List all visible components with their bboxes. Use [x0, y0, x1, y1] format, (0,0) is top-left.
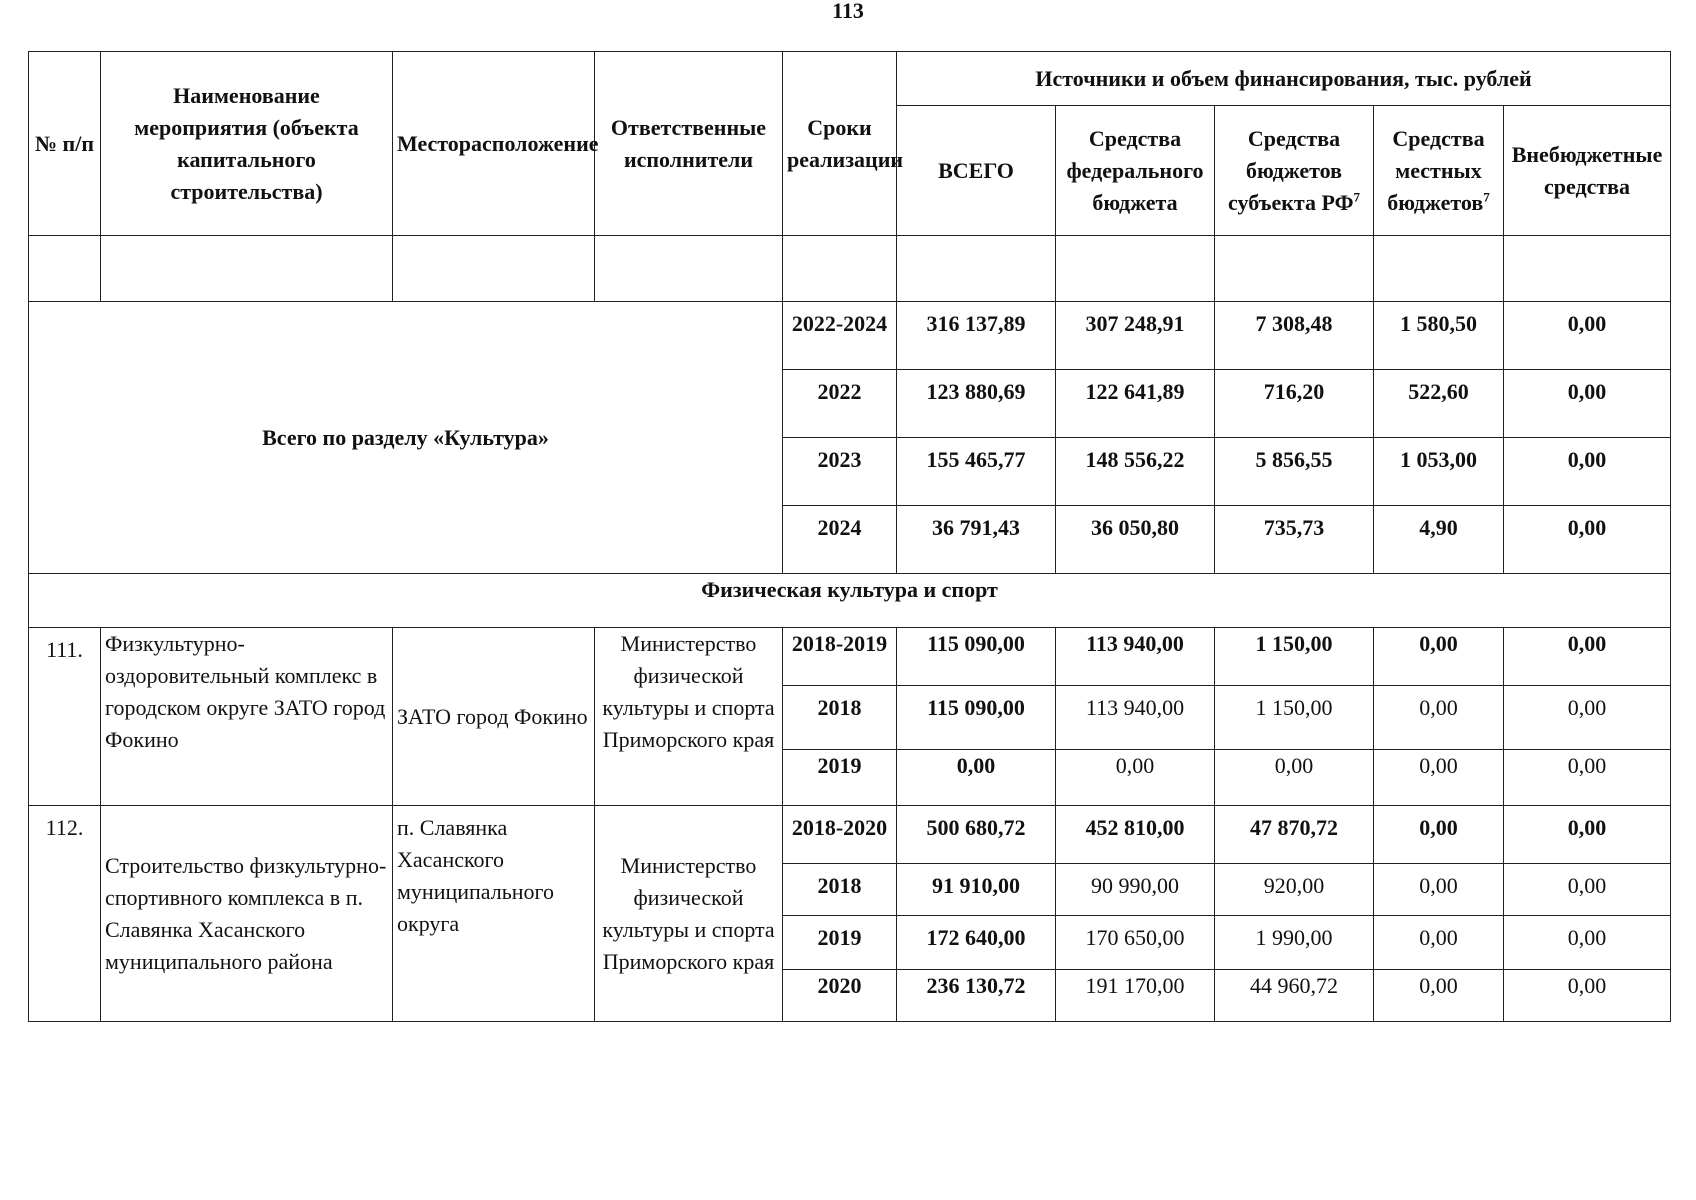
empty-cell [1374, 236, 1504, 302]
item-number: 112. [29, 806, 101, 1022]
extra-cell: 0,00 [1504, 686, 1671, 750]
period-cell: 2018 [783, 686, 897, 750]
header-name: Наименование мероприятия (объекта капитального строительства) [101, 52, 393, 236]
extra-cell: 0,00 [1504, 864, 1671, 916]
header-local [1374, 106, 1504, 236]
extra-cell: 0,00 [1504, 628, 1671, 686]
period-cell: 2023 [783, 438, 897, 506]
local-cell: 1 580,50 [1374, 302, 1504, 370]
header-sources: Источники и объем финансирования, тыс. рублей [897, 52, 1671, 106]
item-name: Строительство физкультурно-спортивного комплекса в п. Славянка Хасанского муниципального района [101, 806, 393, 1022]
subject-cell: 1 150,00 [1215, 686, 1374, 750]
item-location: п. Славянка Хасанского муниципального округа [393, 806, 595, 1022]
local-cell: 0,00 [1374, 916, 1504, 970]
empty-cell [101, 236, 393, 302]
empty-cell [393, 236, 595, 302]
federal-cell: 90 990,00 [1056, 864, 1215, 916]
subject-cell: 5 856,55 [1215, 438, 1374, 506]
local-cell: 0,00 [1374, 686, 1504, 750]
subject-cell: 716,20 [1215, 370, 1374, 438]
total-cell: 172 640,00 [897, 916, 1056, 970]
section-heading-row [29, 574, 1671, 628]
local-cell: 0,00 [1374, 970, 1504, 1022]
empty-cell [1056, 236, 1215, 302]
empty-cell [1215, 236, 1374, 302]
local-cell: 0,00 [1374, 628, 1504, 686]
page-number: 113 [832, 0, 864, 23]
table-row [29, 302, 1671, 370]
subject-cell: 1 990,00 [1215, 916, 1374, 970]
header-extra: Внебюджетные средства [1504, 106, 1671, 236]
federal-cell: 36 050,80 [1056, 506, 1215, 574]
header-subject [1215, 106, 1374, 236]
header-no: № п/п [29, 52, 101, 236]
total-cell: 0,00 [897, 750, 1056, 806]
local-cell: 0,00 [1374, 806, 1504, 864]
federal-cell: 307 248,91 [1056, 302, 1215, 370]
extra-cell: 0,00 [1504, 750, 1671, 806]
extra-cell: 0,00 [1504, 970, 1671, 1022]
federal-cell: 113 940,00 [1056, 628, 1215, 686]
header-federal: Средства федерального бюджета [1056, 106, 1215, 236]
total-cell: 115 090,00 [897, 686, 1056, 750]
subject-cell: 1 150,00 [1215, 628, 1374, 686]
local-cell: 4,90 [1374, 506, 1504, 574]
empty-cell [783, 236, 897, 302]
total-cell: 236 130,72 [897, 970, 1056, 1022]
footnote-mark: 7 [1483, 189, 1490, 205]
empty-cell [1504, 236, 1671, 302]
subject-cell: 920,00 [1215, 864, 1374, 916]
federal-cell: 191 170,00 [1056, 970, 1215, 1022]
local-cell: 0,00 [1374, 864, 1504, 916]
federal-cell: 452 810,00 [1056, 806, 1215, 864]
extra-cell: 0,00 [1504, 438, 1671, 506]
empty-cell [29, 236, 101, 302]
federal-cell: 148 556,22 [1056, 438, 1215, 506]
extra-cell: 0,00 [1504, 916, 1671, 970]
total-cell: 115 090,00 [897, 628, 1056, 686]
period-cell: 2018 [783, 864, 897, 916]
total-cell: 155 465,77 [897, 438, 1056, 506]
item-responsible: Министерство физической культуры и спорта Приморского края [595, 806, 783, 1022]
period-cell: 2024 [783, 506, 897, 574]
section-title: Физическая культура и спорт [29, 574, 1671, 628]
federal-cell: 170 650,00 [1056, 916, 1215, 970]
federal-cell: 113 940,00 [1056, 686, 1215, 750]
empty-cell [595, 236, 783, 302]
total-cell: 91 910,00 [897, 864, 1056, 916]
local-cell: 1 053,00 [1374, 438, 1504, 506]
period-cell: 2018-2020 [783, 806, 897, 864]
total-cell: 123 880,69 [897, 370, 1056, 438]
empty-row [29, 236, 1671, 302]
federal-cell: 122 641,89 [1056, 370, 1215, 438]
header-responsible: Ответственные исполнители [595, 52, 783, 236]
extra-cell: 0,00 [1504, 370, 1671, 438]
header-local-text: Средства местных бюджетов [1387, 125, 1485, 215]
item-number: 111. [29, 628, 101, 806]
total-cell: 500 680,72 [897, 806, 1056, 864]
subject-cell: 0,00 [1215, 750, 1374, 806]
period-cell: 2022-2024 [783, 302, 897, 370]
total-cell: 36 791,43 [897, 506, 1056, 574]
extra-cell: 0,00 [1504, 302, 1671, 370]
period-cell: 2019 [783, 916, 897, 970]
federal-cell: 0,00 [1056, 750, 1215, 806]
empty-cell [897, 236, 1056, 302]
period-cell: 2019 [783, 750, 897, 806]
section-total-label: Всего по разделу «Культура» [29, 302, 783, 574]
item-responsible: Министерство физической культуры и спорта Приморского края [595, 628, 783, 806]
table-row [29, 628, 1671, 686]
local-cell: 522,60 [1374, 370, 1504, 438]
period-cell: 2022 [783, 370, 897, 438]
item-location: ЗАТО город Фокино [393, 628, 595, 806]
period-cell: 2020 [783, 970, 897, 1022]
header-location: Месторасположение [393, 52, 595, 236]
header-period: Сроки реализации [783, 52, 897, 236]
subject-cell: 7 308,48 [1215, 302, 1374, 370]
total-cell: 316 137,89 [897, 302, 1056, 370]
subject-cell: 735,73 [1215, 506, 1374, 574]
footnote-mark: 7 [1353, 189, 1360, 205]
subject-cell: 44 960,72 [1215, 970, 1374, 1022]
financing-table [28, 51, 1671, 1022]
extra-cell: 0,00 [1504, 806, 1671, 864]
subject-cell: 47 870,72 [1215, 806, 1374, 864]
header-total: ВСЕГО [897, 106, 1056, 236]
period-cell: 2018-2019 [783, 628, 897, 686]
item-name: Физкультурно-оздоровительный комплекс в городском округе ЗАТО город Фокино [101, 628, 393, 806]
extra-cell: 0,00 [1504, 506, 1671, 574]
local-cell: 0,00 [1374, 750, 1504, 806]
header-row-1 [29, 52, 1671, 106]
table-row [29, 806, 1671, 864]
header-subject-text: Средства бюджетов субъекта РФ [1228, 125, 1354, 215]
